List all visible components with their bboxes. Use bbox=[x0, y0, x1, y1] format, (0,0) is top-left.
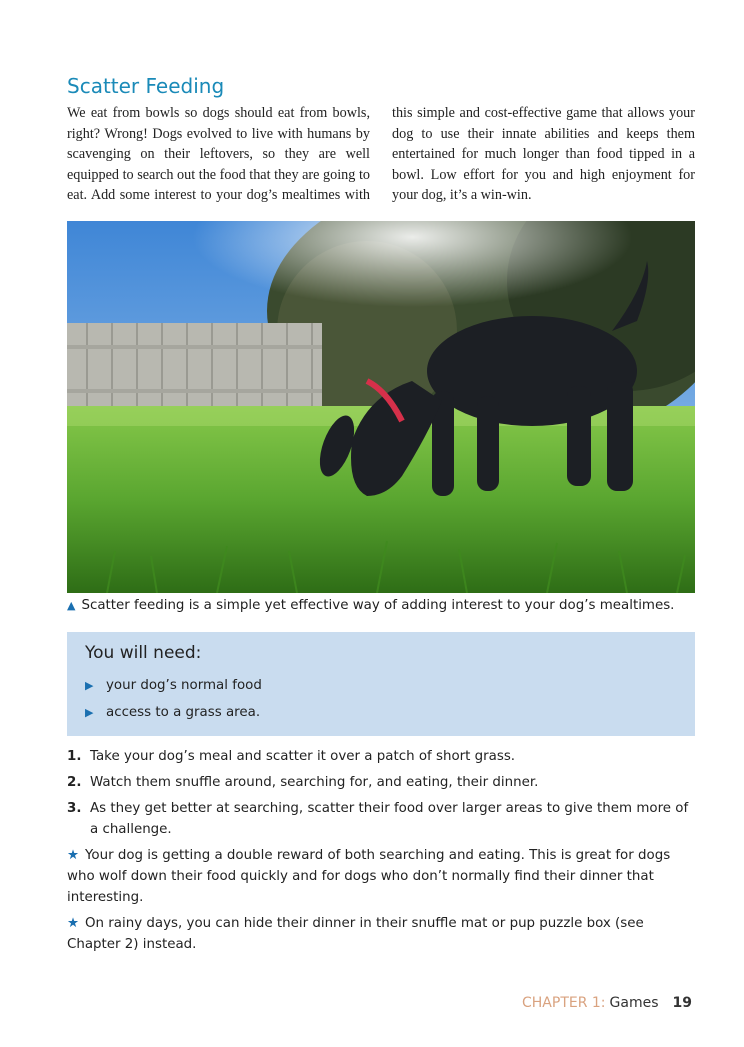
you-will-need-box bbox=[67, 632, 695, 736]
list-item-text: your dog’s normal food bbox=[106, 678, 262, 693]
intro-paragraph: We eat from bowls so dogs should eat from bowls, right? Wrong! Dogs evolved to live with humans by scavenging on their leftovers, so they are well equipped to search out the food that they are going to eat. Add some interest to your dog’s mealtimes with this simple and cost-effective game that allows your dog to use their innate abilities and keeps them entertained for much longer than food tipped in a bowl. Low effort for you and high enjoyment for your dog, it’s a win-win. bbox=[67, 105, 695, 203]
tip-text: On rainy days, you can hide their dinner in their snuffle mat or pup puzzle box (see Chapter 2) instead. bbox=[67, 916, 644, 952]
caption-text: Scatter feeding is a simple yet effective way of adding interest to your dog’s mealtimes. bbox=[81, 598, 675, 613]
section-label: Games bbox=[609, 995, 659, 1011]
tip-item bbox=[67, 913, 695, 955]
triangle-right-icon: ▶ bbox=[85, 679, 94, 692]
triangle-right-icon: ▶ bbox=[85, 706, 94, 719]
section-heading: Scatter Feeding bbox=[67, 74, 225, 98]
step-text: Watch them snuffle around, searching for, and eating, their dinner. bbox=[90, 775, 539, 790]
photo-caption bbox=[67, 598, 674, 613]
chapter-label: CHAPTER 1: bbox=[522, 995, 606, 1011]
step-item bbox=[67, 746, 695, 767]
list-item bbox=[85, 678, 262, 705]
list-item-text: access to a grass area. bbox=[106, 705, 261, 720]
dog-photo bbox=[67, 221, 695, 593]
page-number: 19 bbox=[672, 995, 692, 1011]
steps-list bbox=[67, 746, 695, 845]
step-text: Take your dog’s meal and scatter it over a patch of short grass. bbox=[90, 749, 516, 764]
step-number: 3. bbox=[67, 801, 82, 816]
star-icon: ★ bbox=[67, 916, 80, 931]
step-item bbox=[67, 772, 695, 793]
you-will-need-list bbox=[85, 678, 262, 732]
step-text: As they get better at searching, scatter their food over larger areas to give them more of a challenge. bbox=[90, 801, 689, 837]
step-item bbox=[67, 798, 695, 840]
you-will-need-title: You will need: bbox=[85, 643, 202, 663]
tip-text: Your dog is getting a double reward of both searching and eating. This is great for dogs who wolf down their food quickly and for dogs who don’t normally find their dinner that interesting. bbox=[67, 848, 671, 905]
list-item bbox=[85, 705, 262, 732]
tips-section bbox=[67, 845, 695, 960]
tip-item bbox=[67, 845, 695, 908]
star-icon: ★ bbox=[67, 848, 80, 863]
page-footer bbox=[522, 995, 692, 1011]
triangle-up-icon: ▲ bbox=[67, 599, 76, 612]
step-number: 1. bbox=[67, 749, 82, 764]
step-number: 2. bbox=[67, 775, 82, 790]
